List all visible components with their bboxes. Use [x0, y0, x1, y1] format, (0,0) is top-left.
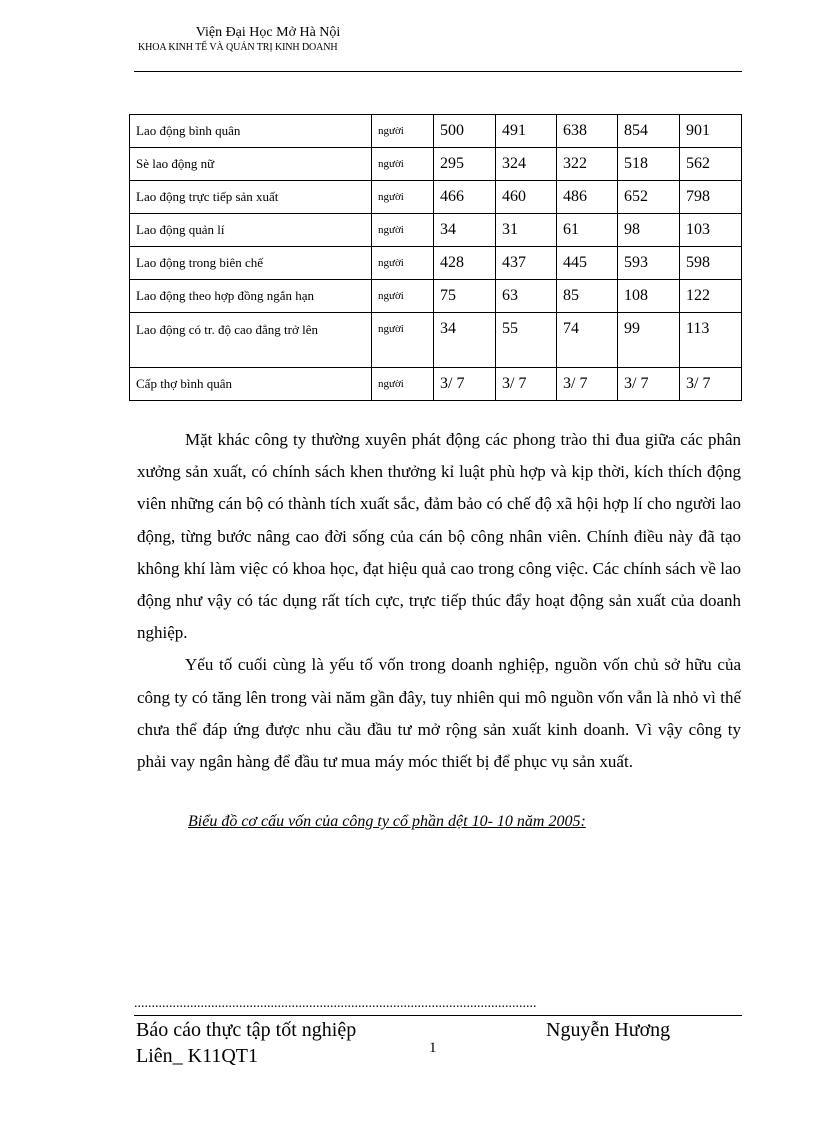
row-value: 34 — [434, 313, 496, 368]
row-value: 593 — [618, 247, 680, 280]
row-value: 31 — [496, 214, 557, 247]
row-label: Lao động bình quân — [130, 115, 372, 148]
row-value: 598 — [680, 247, 742, 280]
row-value: 466 — [434, 181, 496, 214]
row-value: 445 — [557, 247, 618, 280]
row-value: 486 — [557, 181, 618, 214]
footer-report-title: Báo cáo thực tập tốt nghiệp — [136, 1019, 357, 1041]
table-row — [130, 214, 742, 247]
row-value: 428 — [434, 247, 496, 280]
table-row — [130, 313, 742, 368]
footer-report-info — [136, 1017, 356, 1069]
labor-table — [129, 114, 742, 401]
row-value: 562 — [680, 148, 742, 181]
row-value: 3/ 7 — [618, 368, 680, 401]
row-value: 518 — [618, 148, 680, 181]
row-value: 55 — [496, 313, 557, 368]
row-value: 3/ 7 — [557, 368, 618, 401]
row-unit: người — [372, 148, 434, 181]
row-value: 3/ 7 — [680, 368, 742, 401]
table-row — [130, 247, 742, 280]
row-value: 324 — [496, 148, 557, 181]
row-value: 63 — [496, 280, 557, 313]
row-value: 652 — [618, 181, 680, 214]
row-unit: người — [372, 247, 434, 280]
row-unit: người — [372, 115, 434, 148]
faculty-name: KHOA KINH TẾ VÀ QUẢN TRỊ KINH DOANH — [138, 42, 338, 53]
row-value: 901 — [680, 115, 742, 148]
row-value: 638 — [557, 115, 618, 148]
page-number: 1 — [429, 1040, 437, 1056]
table-row — [130, 115, 742, 148]
row-label: Lao động quản lí — [130, 214, 372, 247]
row-value: 3/ 7 — [496, 368, 557, 401]
paragraph-capital: Yếu tố cuối cùng là yếu tố vốn trong doanh nghiệp, nguồn vốn chủ sở hữu của công ty có tăng lên trong vài năm gần đây, tuy nhiên qui mô nguồn vốn vẫn là nhỏ vì thế chưa thể đáp ứng được nhu cầu đầu tư mở rộng sản xuất kinh doanh. Vì vậy công ty phải vay ngân hàng để đầu tư mua máy móc thiết bị để phục vụ sản xuất. — [137, 655, 741, 772]
row-unit: người — [372, 313, 434, 368]
row-value: 61 — [557, 214, 618, 247]
row-label: Lao động có tr. độ cao đẳng trở lên — [130, 313, 372, 368]
footer-author: Nguyễn Hương — [546, 1019, 671, 1041]
footer-class-code: Liên_ K11QT1 — [136, 1045, 259, 1067]
row-value: 108 — [618, 280, 680, 313]
table-row — [130, 368, 742, 401]
row-label: Lao động trực tiếp sản xuất — [130, 181, 372, 214]
row-unit: người — [372, 280, 434, 313]
table-row — [130, 280, 742, 313]
footer-dotted-line: ................................................................................................................... — [134, 996, 537, 1011]
row-unit: người — [372, 214, 434, 247]
row-value: 113 — [680, 313, 742, 368]
row-value: 460 — [496, 181, 557, 214]
row-value: 295 — [434, 148, 496, 181]
row-label: Cấp thợ bình quân — [130, 368, 372, 401]
table-row — [130, 181, 742, 214]
page-header — [138, 24, 398, 55]
row-label: Sè lao động nữ — [130, 148, 372, 181]
row-unit: người — [372, 368, 434, 401]
footer-rule — [134, 1015, 742, 1016]
labor-table-body — [130, 115, 742, 401]
row-value: 322 — [557, 148, 618, 181]
row-value: 74 — [557, 313, 618, 368]
table-row — [130, 148, 742, 181]
row-value: 854 — [618, 115, 680, 148]
row-unit: người — [372, 181, 434, 214]
header-rule — [134, 71, 742, 72]
row-value: 437 — [496, 247, 557, 280]
row-value: 103 — [680, 214, 742, 247]
row-value: 122 — [680, 280, 742, 313]
row-value: 491 — [496, 115, 557, 148]
row-value: 500 — [434, 115, 496, 148]
row-value: 85 — [557, 280, 618, 313]
row-label: Lao động trong biên chế — [130, 247, 372, 280]
row-value: 99 — [618, 313, 680, 368]
row-value: 75 — [434, 280, 496, 313]
body-text — [137, 424, 741, 778]
institution-name: Viện Đại Học Mở Hà Nội — [195, 25, 341, 40]
row-value: 798 — [680, 181, 742, 214]
row-value: 3/ 7 — [434, 368, 496, 401]
row-value: 34 — [434, 214, 496, 247]
row-label: Lao động theo hợp đồng ngắn hạn — [130, 280, 372, 313]
paragraph-labor-policy: Mặt khác công ty thường xuyên phát động các phong trào thi đua giữa các phân xưởng sản xuất, có chính sách khen thưởng kỉ luật phù hợp và kịp thời, kích thích động viên những cán bộ có thành tích xuất sắc, đảm bảo có chế độ xã hội hợp lí cho người lao động, từng bước nâng cao đời sống của cán bộ công nhân viên. Chính điều này đã tạo không khí làm việc có khoa học, đạt hiệu quả cao trong công việc. Các chính sách về lao động như vậy có tác dụng rất tích cực, trực tiếp thúc đẩy hoạt động sản xuất của doanh nghiệp. — [137, 430, 741, 643]
chart-caption: Biểu đồ cơ cấu vốn của công ty cổ phần dệt 10- 10 năm 2005: — [188, 813, 586, 830]
row-value: 98 — [618, 214, 680, 247]
